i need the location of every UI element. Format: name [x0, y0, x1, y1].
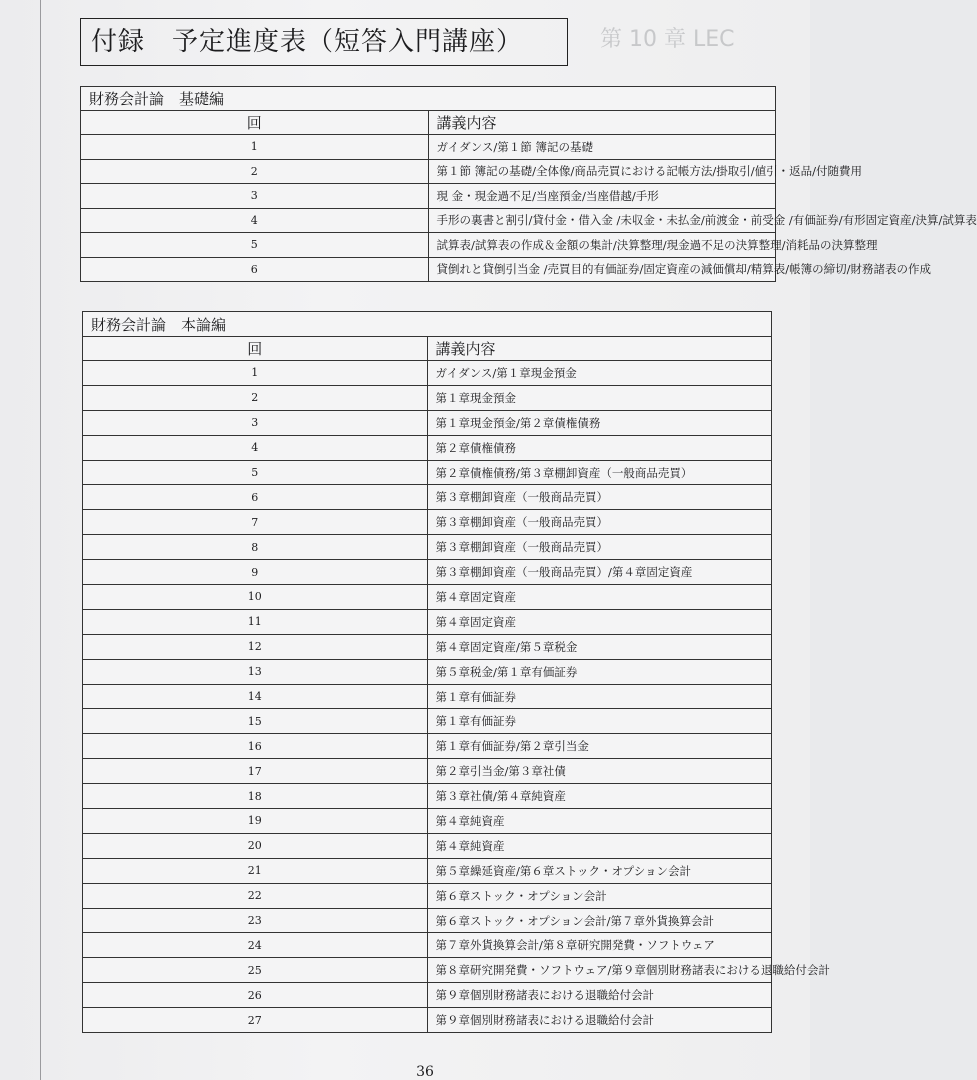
table-caption: 財務会計論 本論編 [83, 312, 772, 337]
lecture-content: ガイダンス/第１節 簿記の基礎 [428, 135, 776, 160]
lecture-content: 第１章有価証券/第２章引当金 [427, 734, 772, 759]
table-caption: 財務会計論 基礎編 [81, 87, 776, 111]
table-row [83, 908, 772, 933]
lecture-content: 第１節 簿記の基礎/全体像/商品売買における記帳方法/掛取引/値引・返品/付随費用 [428, 159, 776, 184]
table-row [83, 734, 772, 759]
schedule-table-main [82, 311, 830, 1033]
table-row [81, 159, 776, 184]
lecture-content: 第４章純資産 [427, 809, 772, 834]
table-row [83, 809, 772, 834]
lecture-number: 9 [83, 560, 428, 585]
lecture-number: 2 [83, 385, 428, 410]
lecture-content: 第３章棚卸資産（一般商品売買）/第４章固定資産 [427, 560, 772, 585]
table-row [83, 361, 772, 386]
lecture-number: 21 [83, 858, 428, 883]
lecture-content: 第４章固定資産/第５章税金 [427, 634, 772, 659]
lecture-content: 第２章債権債務/第３章棚卸資産（一般商品売買） [427, 460, 772, 485]
lecture-content: 第９章個別財務諸表における退職給付会計 [427, 1008, 772, 1033]
table-row [83, 833, 772, 858]
table-row [83, 609, 772, 634]
column-header-number: 回 [81, 111, 429, 135]
lecture-number: 5 [83, 460, 428, 485]
lecture-content: 第３章棚卸資産（一般商品売買） [427, 485, 772, 510]
table-row [83, 535, 772, 560]
table-row [83, 784, 772, 809]
table-row [83, 385, 772, 410]
lecture-number: 19 [83, 809, 428, 834]
lecture-number: 16 [83, 734, 428, 759]
lecture-number: 22 [83, 883, 428, 908]
lecture-content: ガイダンス/第１章現金預金 [427, 361, 772, 386]
table-row [83, 858, 772, 883]
lecture-number: 20 [83, 833, 428, 858]
lecture-number: 11 [83, 609, 428, 634]
table-row [83, 709, 772, 734]
lecture-number: 14 [83, 684, 428, 709]
table-row [83, 883, 772, 908]
lecture-content: 現 金・現金過不足/当座預金/当座借越/手形 [428, 184, 776, 209]
lecture-content: 試算表/試算表の作成＆金額の集計/決算整理/現金過不足の決算整理/消耗品の決算整理 [428, 233, 776, 258]
margin-line [40, 0, 41, 1080]
lecture-number: 17 [83, 759, 428, 784]
table-row [83, 585, 772, 610]
lecture-number: 8 [83, 535, 428, 560]
lecture-content: 第２章引当金/第３章社債 [427, 759, 772, 784]
lecture-number: 7 [83, 510, 428, 535]
table-row [83, 659, 772, 684]
lecture-number: 12 [83, 634, 428, 659]
lecture-content: 第１章有価証券 [427, 709, 772, 734]
lecture-content: 第４章固定資産 [427, 585, 772, 610]
lecture-content: 第３章棚卸資産（一般商品売買） [427, 535, 772, 560]
lecture-content: 第６章ストック・オプション会計/第７章外貨換算会計 [427, 908, 772, 933]
table-row [83, 510, 772, 535]
page-title: 付録 予定進度表（短答入門講座） [80, 18, 568, 66]
lecture-number: 6 [83, 485, 428, 510]
table-row [81, 135, 776, 160]
lecture-number: 5 [81, 233, 429, 258]
table-row [83, 684, 772, 709]
table-row [83, 958, 772, 983]
lecture-content: 第９章個別財務諸表における退職給付会計 [427, 983, 772, 1008]
table-row [83, 983, 772, 1008]
lecture-number: 18 [83, 784, 428, 809]
lecture-number: 3 [83, 410, 428, 435]
lecture-number: 4 [83, 435, 428, 460]
lecture-content: 第１章有価証券 [427, 684, 772, 709]
table-row [83, 759, 772, 784]
table-row [83, 410, 772, 435]
lecture-content: 第１章現金預金 [427, 385, 772, 410]
lecture-content: 第５章繰延資産/第６章ストック・オプション会計 [427, 858, 772, 883]
table-row [83, 560, 772, 585]
lecture-number: 23 [83, 908, 428, 933]
lecture-content: 第６章ストック・オプション会計 [427, 883, 772, 908]
lecture-content: 貸倒れと貸倒引当金 /売買目的有価証券/固定資産の減価償却/精算表/帳簿の締切/財務諸表の作成 [428, 257, 776, 282]
lecture-number: 2 [81, 159, 429, 184]
table-row [83, 485, 772, 510]
column-header-content: 講義内容 [428, 111, 776, 135]
background-chapter-heading: 第 10 章 LEC [600, 27, 735, 52]
lecture-number: 4 [81, 208, 429, 233]
lecture-number: 24 [83, 933, 428, 958]
lecture-content: 第４章固定資産 [427, 609, 772, 634]
lecture-content: 第７章外貨換算会計/第８章研究開発費・ソフトウェア [427, 933, 772, 958]
lecture-number: 10 [83, 585, 428, 610]
lecture-content: 第３章棚卸資産（一般商品売買） [427, 510, 772, 535]
column-header-number: 回 [83, 337, 428, 361]
lecture-number: 1 [81, 135, 429, 160]
lecture-number: 6 [81, 257, 429, 282]
lecture-content: 第３章社債/第４章純資産 [427, 784, 772, 809]
table-row [83, 435, 772, 460]
table-row [83, 933, 772, 958]
lecture-content: 第５章税金/第１章有価証券 [427, 659, 772, 684]
column-header-content: 講義内容 [427, 337, 772, 361]
lecture-number: 13 [83, 659, 428, 684]
lecture-content: 第８章研究開発費・ソフトウェア/第９章個別財務諸表における退職給付会計 [427, 958, 772, 983]
table-row [83, 1008, 772, 1033]
lecture-number: 25 [83, 958, 428, 983]
lecture-number: 1 [83, 361, 428, 386]
schedule-table-basic [80, 86, 977, 282]
lecture-number: 27 [83, 1008, 428, 1033]
lecture-content: 第４章純資産 [427, 833, 772, 858]
lecture-content: 第２章債権債務 [427, 435, 772, 460]
table-row [83, 460, 772, 485]
table-row [81, 208, 776, 233]
table-row [81, 233, 776, 258]
table-row [83, 634, 772, 659]
lecture-number: 3 [81, 184, 429, 209]
table-row [81, 257, 776, 282]
lecture-number: 15 [83, 709, 428, 734]
table-row [81, 184, 776, 209]
lecture-content: 手形の裏書と割引/貸付金・借入金 /未収金・未払金/前渡金・前受金 /有価証券/有形固定資産/決算/試算表 [428, 208, 776, 233]
lecture-content: 第１章現金預金/第２章債権債務 [427, 410, 772, 435]
lecture-number: 26 [83, 983, 428, 1008]
page-number: 36 [416, 1064, 434, 1080]
